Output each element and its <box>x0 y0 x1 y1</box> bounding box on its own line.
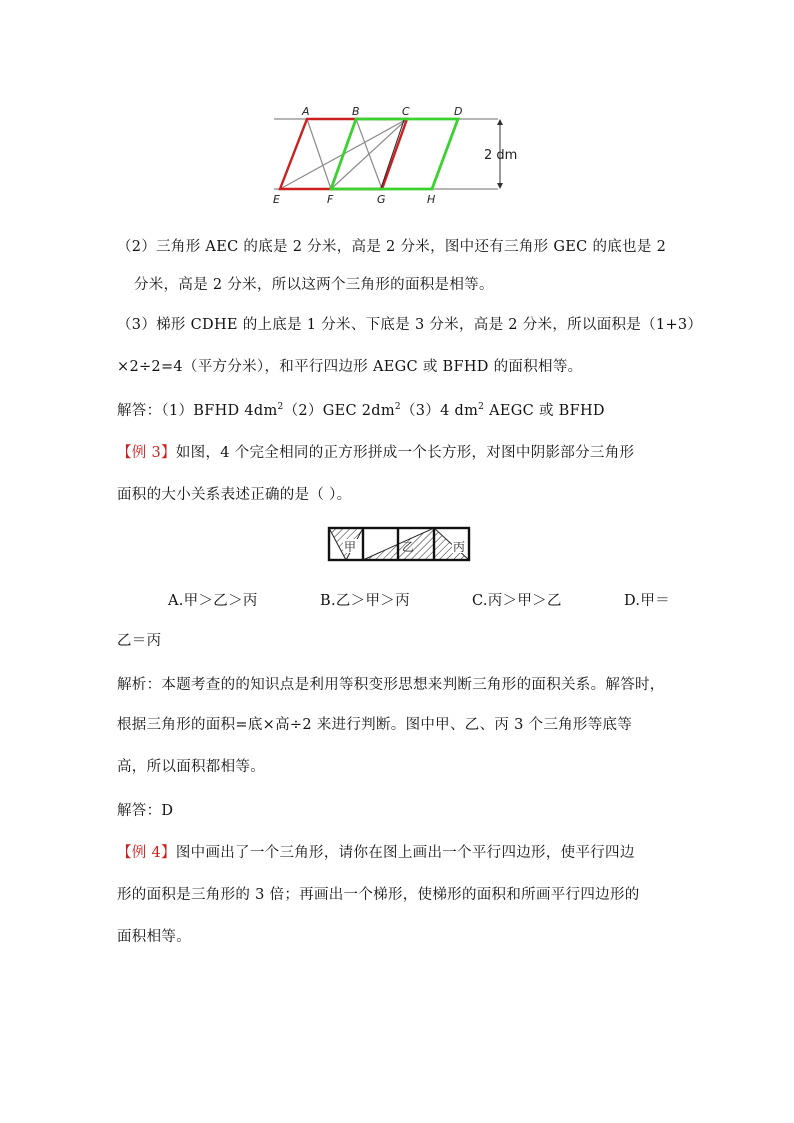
answer-1-part-d: AEGC 或 BFHD <box>484 403 605 419</box>
label-B: B <box>352 105 360 118</box>
analysis-line-3: 高，所以面积都相等。 <box>117 759 265 775</box>
para-3-line-1: （3）梯形 CDHE 的上底是 1 分米、下底是 3 分米，高是 2 分米，所以面积是（1+3） <box>117 317 703 333</box>
answer-1-part-c: （3）4 dm <box>400 403 479 419</box>
parallelogram-figure <box>270 104 530 206</box>
option-c: C.丙＞甲＞乙 <box>472 593 562 609</box>
analysis-line-2: 根据三角形的面积=底×高÷2 来进行判断。图中甲、乙、丙 3 个三角形等底等 <box>117 717 633 733</box>
option-d: D.甲＝ <box>624 593 670 609</box>
example-3-line-2: 面积的大小关系表述正确的是（ ）。 <box>117 487 352 503</box>
example-4-line-3: 面积相等。 <box>117 929 191 945</box>
example-3-text: 如图，4 个完全相同的正方形拼成一个长方形，对图中阴影部分三角形 <box>175 445 635 461</box>
para-2-line-1: （2）三角形 AEC 的底是 2 分米，高是 2 分米，图中还有三角形 GEC 的底也是 2 <box>117 239 667 255</box>
superscript: 2 <box>394 402 401 412</box>
example-4-line-2: 形的面积是三角形的 3 倍；再画出一个梯形，使梯形的面积和所画平行四边形的 <box>117 887 640 903</box>
label-H: H <box>427 193 436 206</box>
label-F: F <box>327 193 334 206</box>
arrow-head-top <box>497 119 503 125</box>
option-b: B.乙＞甲＞丙 <box>320 593 410 609</box>
example-3-line-1 <box>117 441 634 462</box>
label-G: G <box>377 193 386 206</box>
label-yi: 乙 <box>402 540 415 554</box>
example-4-line-1 <box>117 841 635 862</box>
example-3-tag: 【例 3】 <box>117 445 176 461</box>
four-squares-figure <box>326 524 472 564</box>
label-bing: 丙 <box>453 540 466 554</box>
example-4-text: 图中画出了一个三角形，请你在图上画出一个平行四边形，使平行四边 <box>175 845 635 861</box>
superscript: 2 <box>478 402 485 412</box>
answer-2: 解答：D <box>117 803 174 819</box>
label-D: D <box>454 105 463 118</box>
label-E: E <box>273 193 280 206</box>
segment-AF <box>307 119 331 189</box>
answer-1-part-a: 解答：（1）BFHD 4dm <box>117 403 278 419</box>
option-d-cont: 乙＝丙 <box>117 633 162 649</box>
segment-CG <box>381 120 404 188</box>
example-4-tag: 【例 4】 <box>117 845 176 861</box>
superscript: 2 <box>277 402 284 412</box>
label-C: C <box>402 105 410 118</box>
arrow-head-bottom <box>497 183 503 189</box>
dimension-label: 2 dm <box>484 148 518 163</box>
para-3-line-2: ×2÷2=4（平方分米），和平行四边形 AEGC 或 BFHD 的面积相等。 <box>117 359 583 375</box>
label-A: A <box>302 105 310 118</box>
answer-1-part-b: （2）GEC 2dm <box>283 403 395 419</box>
para-2-line-2: 分米，高是 2 分米，所以这两个三角形的面积是相等。 <box>134 277 494 293</box>
label-jia: 甲 <box>344 540 357 554</box>
analysis-line-1: 解析：本题考查的的知识点是利用等积变形思想来判断三角形的面积关系。解答时， <box>117 677 665 693</box>
option-a: A.甲＞乙＞丙 <box>168 593 258 609</box>
answer-1 <box>117 399 605 420</box>
